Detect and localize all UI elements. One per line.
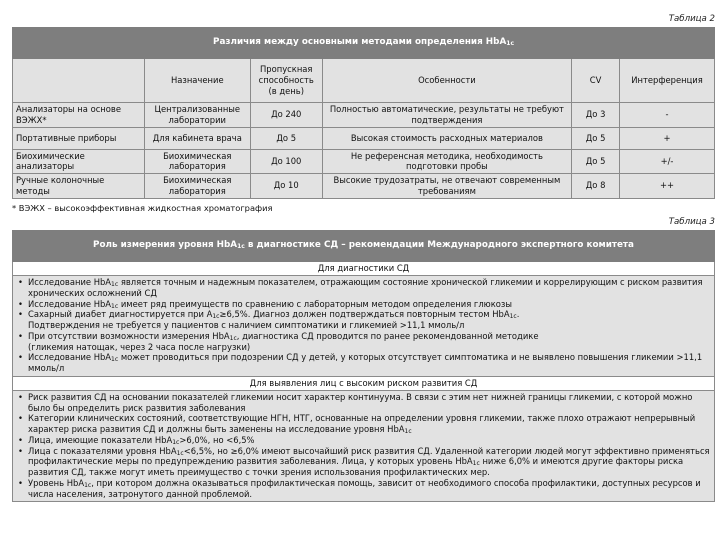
- purpose-cell: Биохимическая лаборатория: [144, 174, 250, 199]
- list-item: • Категории клинических состояний, соответствующие НГН, НТГ, основанные на определении уровня гликемии, также плохо отражают непрерывный характер риска развития СД и должны быть заменены на исследование уровня HbA$_{1c}$: [17, 413, 710, 435]
- col-header-interference: Интерференция: [620, 59, 715, 103]
- method-cell: Портативные приборы: [13, 127, 145, 149]
- throughput-cell: До 10: [250, 174, 322, 199]
- list-item: • Исследование HbA$_{1c}$ имеет ряд преимуществ по сравнению с лабораторным методом определения глюкозы: [17, 299, 710, 310]
- list-item: • Уровень HbA$_{1c}$, при котором должна оказываться профилактическая помощь, зависит от необходимого способа профилактики, доступных ресурсов и числа населения, затронутого данной проблемой.: [17, 478, 710, 500]
- cv-cell: До 5: [572, 127, 620, 149]
- col-header-cv: CV: [572, 59, 620, 103]
- purpose-cell: Для кабинета врача: [144, 127, 250, 149]
- table3-title: Роль измерения уровня HbA$_{1c}$ в диагностике СД – рекомендации Международного экспертного комитета: [13, 231, 715, 262]
- table3-caption: Таблица 3: [668, 217, 715, 227]
- col-header-features: Особенности: [322, 59, 571, 103]
- table2-title: Различия между основными методами определения HbA$_{1c}$: [13, 28, 715, 59]
- interference-cell: +/-: [620, 149, 715, 174]
- throughput-cell: До 5: [250, 127, 322, 149]
- list-item: • При отсутствии возможности измерения HbA$_{1c}$, диагностика СД проводится по ранее рекомендованной методике (гликемия натощак, через 2 часа после нагрузки): [17, 331, 710, 353]
- features-cell: Высокие трудозатраты, не отвечают современным требованиям: [322, 174, 571, 199]
- section-body-diagnosis: [13, 276, 715, 377]
- table2-footnote: * ВЭЖХ – высокоэффективная жидкостная хроматография: [12, 203, 273, 213]
- method-cell: Ручные колоночные методы: [13, 174, 145, 199]
- features-cell: Полностью автоматические, результаты не требуют подтверждения: [322, 103, 571, 128]
- col-header-throughput: Пропускная способность (в день): [250, 59, 322, 103]
- table2-header-row: [13, 59, 715, 103]
- section-body-risk: [13, 390, 715, 502]
- purpose-cell: Биохимическая лаборатория: [144, 149, 250, 174]
- cv-cell: До 8: [572, 174, 620, 199]
- list-item: • Исследование HbA$_{1c}$ является точным и надежным показателем, отражающим состояние хронической гликемии и коррелирующим с риском развития хронических осложнений СД: [17, 277, 710, 299]
- section-header-risk: Для выявления лиц с высоким риском развития СД: [13, 376, 715, 390]
- cv-cell: До 3: [572, 103, 620, 128]
- list-item: • Риск развития СД на основании показателей гликемии носит характер континуума. В связи с этим нет нижней границы гликемии, с которой можно было бы определить риск развития заболевания: [17, 392, 710, 414]
- table-row: [13, 103, 715, 128]
- table2-caption: Таблица 2: [668, 14, 715, 24]
- recommendations-table: [12, 230, 715, 502]
- interference-cell: +: [620, 127, 715, 149]
- list-item: • Лица с показателями уровня HbA$_{1c}$<6,5%, но ≥6,0% имеют высочайший риск развития СД. Удаленной категории людей могут эффективно применяться профилактические меры по предупреждению развития заболевания. Лица, у которых уровень HbA$_{1c}$ ниже 6,0% и имеются другие факторы риска развития СД, также могут иметь преимущество с точки зрения использования профилактических мер.: [17, 446, 710, 478]
- col-header-method: [13, 59, 145, 103]
- purpose-cell: Централизованные лаборатории: [144, 103, 250, 128]
- list-item: • Сахарный диабет диагностируется при $A_{1c}\ge 6,5\%$. Диагноз должен подтверждаться повторным тестом HbA$_{1c}$. Подтверждения не требуется у пациентов с наличием симптоматики и гликемией >11,1 ммоль/л: [17, 309, 710, 331]
- col-header-purpose: Назначение: [144, 59, 250, 103]
- interference-cell: -: [620, 103, 715, 128]
- features-cell: Высокая стоимость расходных материалов: [322, 127, 571, 149]
- list-item: • Лица, имеющие показатели HbA$_{1c}$>6,0%, но <6,5%: [17, 435, 710, 446]
- table-row: [13, 149, 715, 174]
- throughput-cell: До 240: [250, 103, 322, 128]
- methods-comparison-table: [12, 27, 715, 199]
- interference-cell: ++: [620, 174, 715, 199]
- list-item: • Исследование HbA$_{1c}$ может проводиться при подозрении СД у детей, у которых отсутствует симптоматика и не выявлено повышения гликемии >11,1 ммоль/л: [17, 352, 710, 374]
- cv-cell: До 5: [572, 149, 620, 174]
- method-cell: Биохимические анализаторы: [13, 149, 145, 174]
- table-row: [13, 127, 715, 149]
- method-cell: Анализаторы на основе ВЭЖХ*: [13, 103, 145, 128]
- table-row: [13, 174, 715, 199]
- section-header-diagnosis: Для диагностики СД: [13, 262, 715, 276]
- throughput-cell: До 100: [250, 149, 322, 174]
- features-cell: Не референсная методика, необходимость подготовки пробы: [322, 149, 571, 174]
